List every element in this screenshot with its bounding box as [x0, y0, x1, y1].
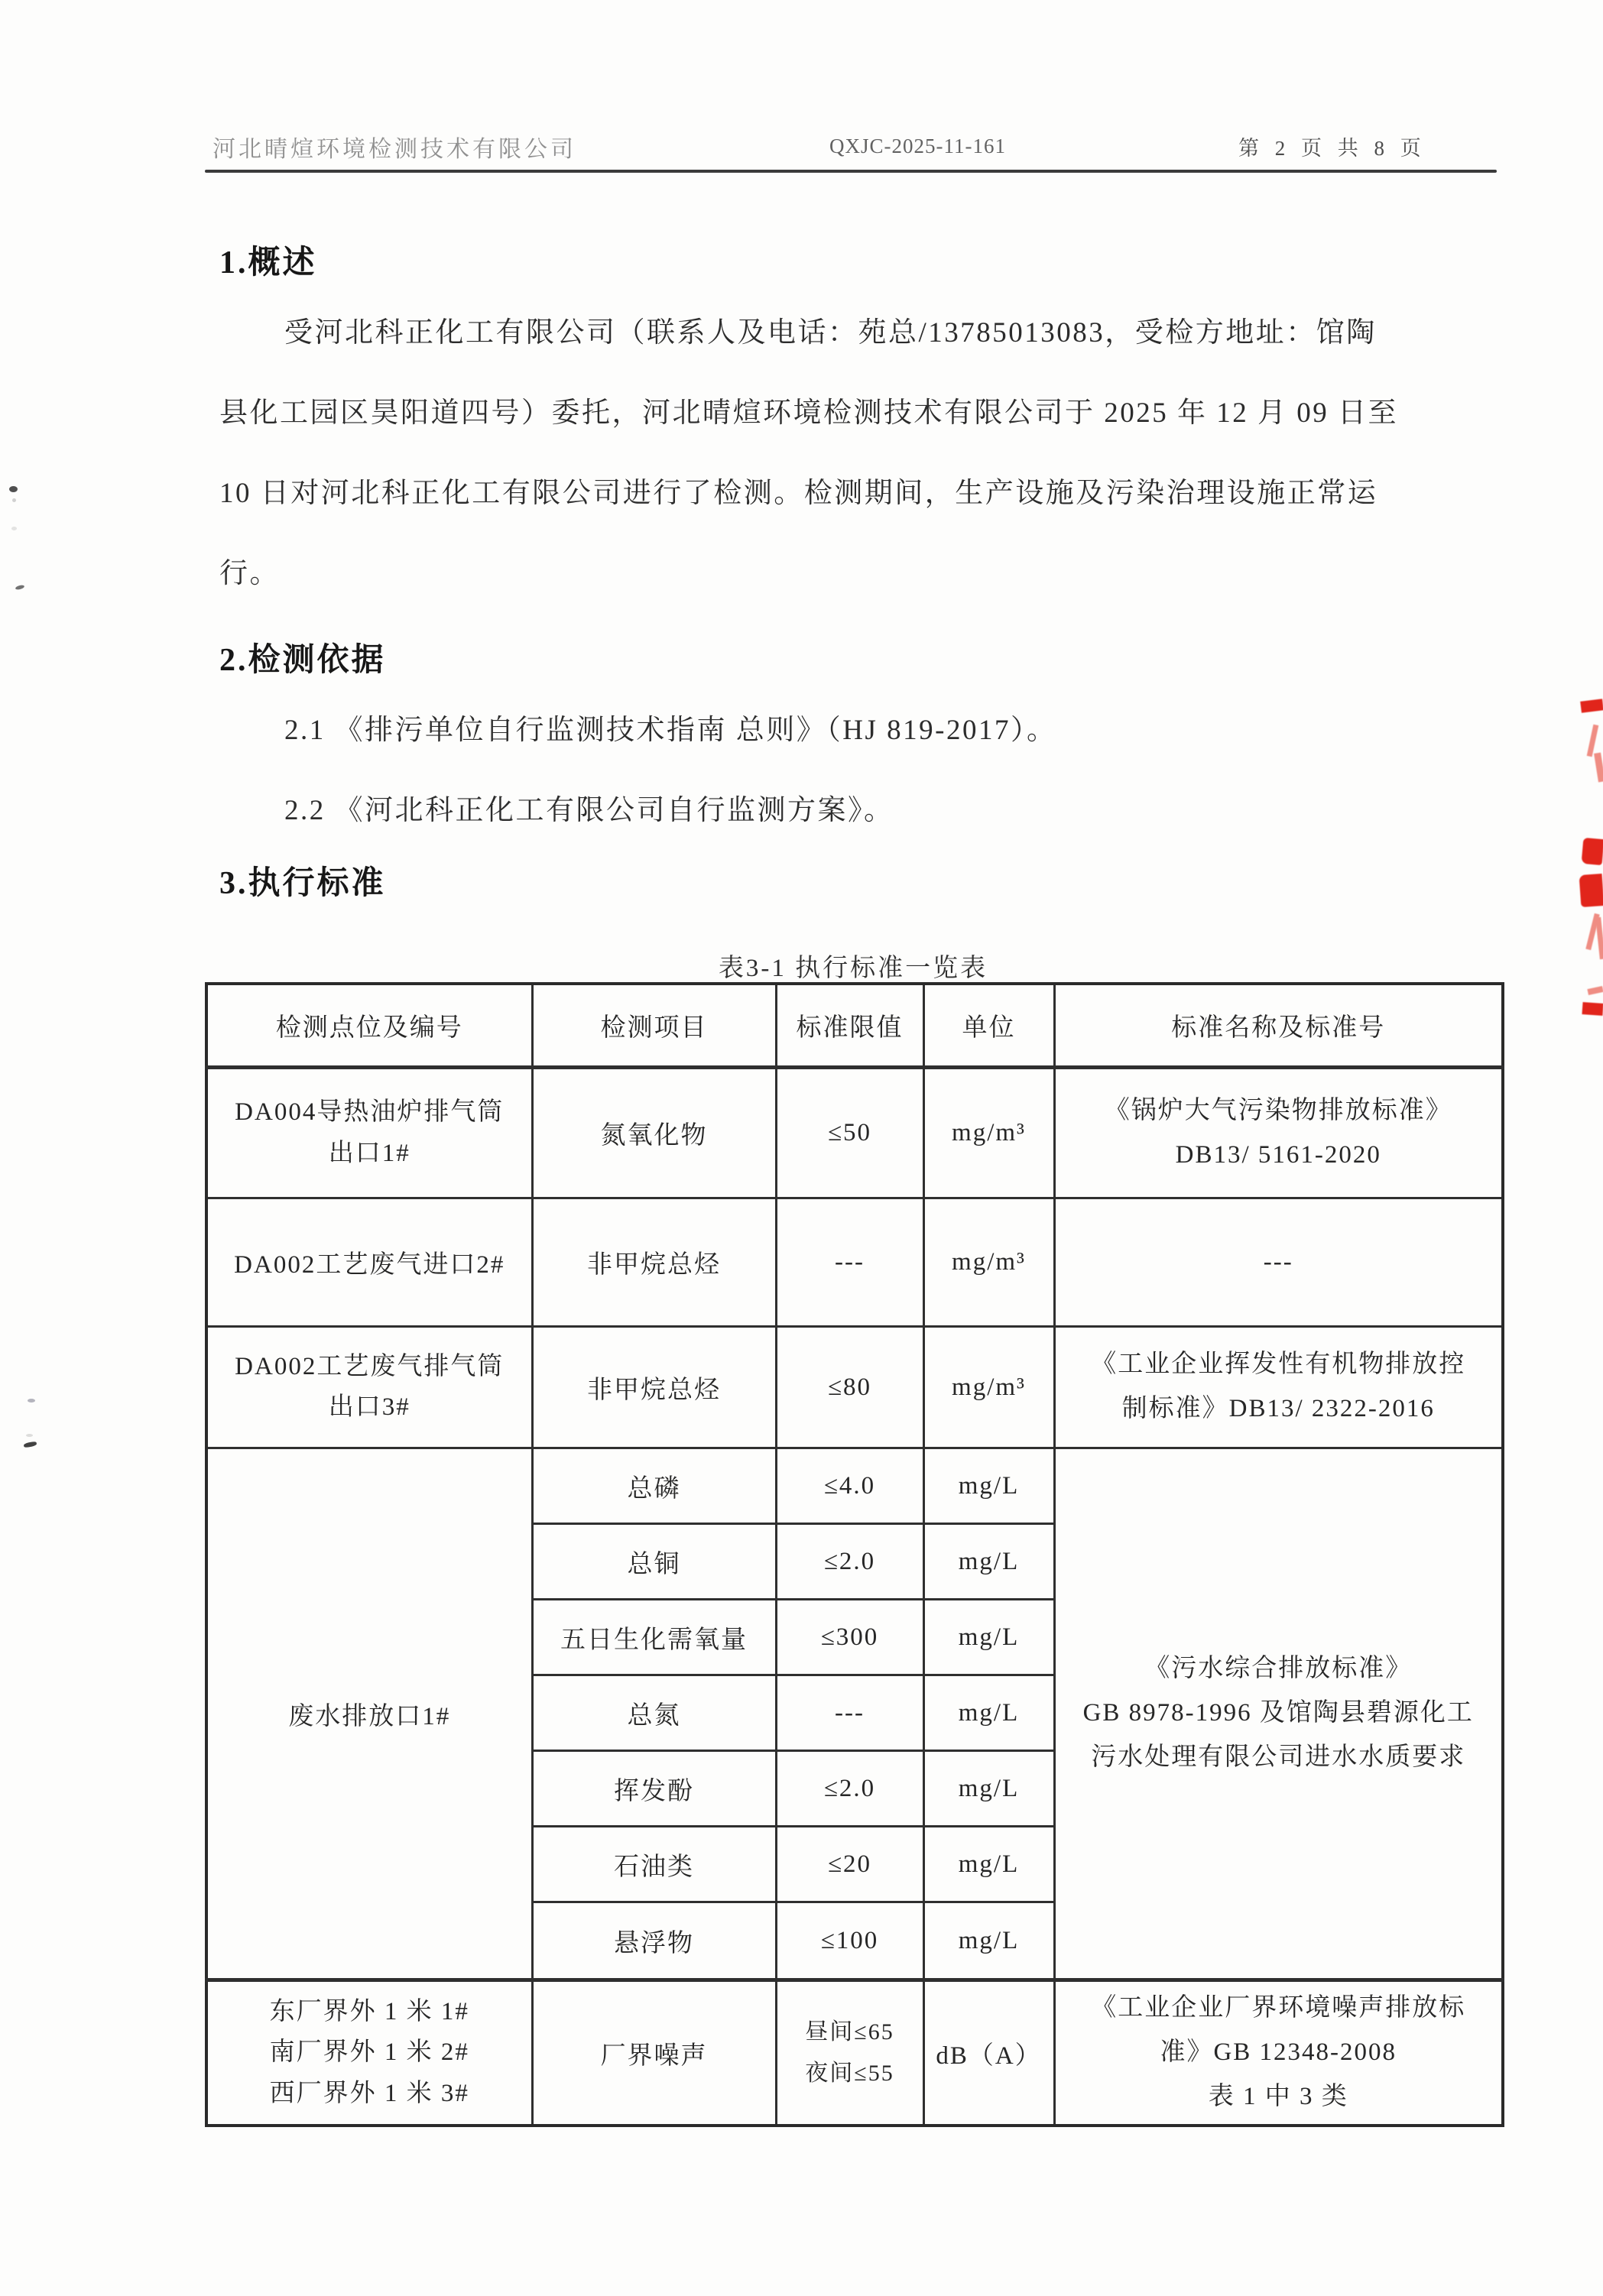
column-header-item: 检测项目 — [532, 984, 776, 1068]
point-line: DA004导热油炉排气筒 — [235, 1098, 505, 1127]
standard-cell-wastewater — [1054, 1448, 1503, 1980]
item-cell: 厂界噪声 — [532, 1980, 776, 2126]
point-line: 西厂界外 1 米 3# — [269, 2079, 469, 2107]
standard-line: DB13/ 5161-2020 — [1175, 1140, 1381, 1169]
table-caption: 表3-1 执行标准一览表 — [718, 955, 988, 982]
scan-speck — [15, 585, 25, 591]
standard-line: 《工业企业厂界环境噪声排放标 — [1091, 1994, 1466, 2022]
item-cell: 悬浮物 — [532, 1902, 776, 1980]
scan-speck — [28, 1399, 35, 1403]
standard-line: 表 1 中 3 类 — [1208, 2082, 1348, 2110]
section1-paragraph-line: 行。 — [219, 558, 280, 589]
unit-cell: mg/L — [923, 1751, 1054, 1827]
unit-cell: mg/L — [923, 1524, 1054, 1600]
scan-speck — [26, 1434, 33, 1437]
limit-cell: ≤2.0 — [776, 1751, 923, 1827]
standard-line: 准》GB 12348-2008 — [1160, 2038, 1397, 2067]
point-line: DA002工艺废气排气筒 — [235, 1352, 505, 1380]
red-stamp-fragment — [1579, 874, 1603, 907]
standard-cell — [1054, 1327, 1503, 1448]
header-divider-line — [205, 170, 1497, 173]
standard-line: 《工业企业挥发性有机物排放控 — [1091, 1351, 1466, 1379]
limit-cell: ≤50 — [776, 1068, 923, 1198]
scan-speck — [11, 527, 17, 530]
limit-cell: ≤2.0 — [776, 1524, 923, 1600]
table-row — [206, 1448, 1503, 1524]
unit-cell: mg/L — [923, 1600, 1054, 1675]
limit-line: 夜间≤55 — [805, 2061, 894, 2086]
limit-cell: ≤300 — [776, 1600, 923, 1675]
table-row — [206, 1327, 1503, 1448]
item-cell: 总磷 — [532, 1448, 776, 1524]
unit-cell: dB（A） — [923, 1980, 1054, 2126]
limit-cell: ≤20 — [776, 1827, 923, 1902]
red-stamp-fragment — [1587, 725, 1599, 757]
table-row — [206, 1068, 1503, 1198]
point-cell-noise — [206, 1980, 532, 2126]
item-cell: 总铜 — [532, 1524, 776, 1600]
red-stamp-fragment — [1582, 838, 1603, 865]
point-line: 出口3# — [328, 1393, 410, 1421]
standard-line: 制标准》DB13/ 2322-2016 — [1121, 1395, 1435, 1422]
item-cell: 非甲烷总烃 — [532, 1198, 776, 1327]
item-cell: 氮氧化物 — [532, 1068, 776, 1198]
standards-table — [205, 982, 1504, 2127]
section2-item-1: 2.1 《排污单位自行监测技术指南 总则》（HJ 819-2017）。 — [284, 715, 1057, 746]
limit-cell: --- — [776, 1675, 923, 1751]
standard-cell — [1054, 1980, 1503, 2126]
unit-cell: mg/L — [923, 1448, 1054, 1524]
section1-heading: 1.概述 — [219, 245, 317, 281]
unit-cell: mg/m³ — [923, 1198, 1054, 1327]
standard-cell — [1054, 1068, 1503, 1198]
header-page-indicator: 第 2 页 共 8 页 — [1238, 137, 1426, 160]
item-cell: 非甲烷总烃 — [532, 1327, 776, 1448]
column-header-point: 检测点位及编号 — [206, 984, 532, 1068]
red-stamp-fragment — [1580, 699, 1603, 712]
column-header-standard: 标准名称及标准号 — [1054, 984, 1503, 1068]
red-stamp-fragment — [1587, 986, 1603, 995]
limit-line: 昼间≤65 — [805, 2019, 894, 2045]
item-cell: 五日生化需氧量 — [532, 1600, 776, 1675]
point-line: 东厂界外 1 米 1# — [269, 1997, 469, 2025]
point-cell — [206, 1327, 532, 1448]
section1-paragraph-line: 受河北科正化工有限公司（联系人及电话：苑总/13785013083，受检方地址：馆陶 — [284, 317, 1377, 349]
section1-paragraph-line: 10 日对河北科正化工有限公司进行了检测。检测期间，生产设施及污染治理设施正常运 — [219, 478, 1378, 509]
unit-cell: mg/m³ — [923, 1327, 1054, 1448]
limit-cell: --- — [776, 1198, 923, 1327]
unit-cell: mg/L — [923, 1827, 1054, 1902]
standard-line: 污水处理有限公司进水水质要求 — [1091, 1743, 1466, 1771]
table-row — [206, 1198, 1503, 1327]
item-cell: 总氮 — [532, 1675, 776, 1751]
standard-line: GB 8978-1996 及馆陶县碧源化工 — [1082, 1699, 1474, 1727]
point-cell-wastewater: 废水排放口1# — [206, 1448, 532, 1980]
item-cell: 挥发酚 — [532, 1751, 776, 1827]
item-cell: 石油类 — [532, 1827, 776, 1902]
standard-line: 《污水综合排放标准》 — [1144, 1655, 1413, 1683]
red-stamp-fragment — [1594, 753, 1603, 783]
unit-cell: mg/L — [923, 1902, 1054, 1980]
column-header-unit: 单位 — [923, 984, 1054, 1068]
header-report-number: QXJC-2025-11-161 — [829, 135, 1006, 157]
scan-speck — [12, 498, 16, 502]
limit-cell: ≤4.0 — [776, 1448, 923, 1524]
limit-cell — [776, 1980, 923, 2126]
unit-cell: mg/m³ — [923, 1068, 1054, 1198]
red-stamp-fragment — [1582, 1002, 1603, 1016]
point-cell — [206, 1068, 532, 1198]
standard-line: 《锅炉大气污染物排放标准》 — [1104, 1096, 1452, 1124]
point-cell: DA002工艺废气进口2# — [206, 1198, 532, 1327]
standard-cell: --- — [1054, 1198, 1503, 1327]
unit-cell: mg/L — [923, 1675, 1054, 1751]
limit-cell: ≤80 — [776, 1327, 923, 1448]
table-row — [206, 1980, 1503, 2126]
point-line: 出口1# — [328, 1139, 410, 1167]
limit-cell: ≤100 — [776, 1902, 923, 1980]
point-line: 南厂界外 1 米 2# — [269, 2038, 469, 2067]
section2-item-2: 2.2 《河北科正化工有限公司自行监测方案》。 — [284, 795, 894, 826]
section3-heading: 3.执行标准 — [219, 866, 386, 901]
header-company-name: 河北晴煊环境检测技术有限公司 — [213, 137, 576, 162]
table-header-row — [206, 984, 1503, 1068]
column-header-limit: 标准限值 — [776, 984, 923, 1068]
section1-paragraph-line: 县化工园区昊阳道四号）委托，河北晴煊环境检测技术有限公司于 2025 年 12 月 09 日至 — [219, 397, 1398, 429]
scan-speck — [9, 486, 18, 492]
red-stamp-fragment — [1595, 917, 1603, 959]
section2-heading: 2.检测依据 — [219, 643, 386, 678]
scan-speck — [24, 1441, 37, 1448]
